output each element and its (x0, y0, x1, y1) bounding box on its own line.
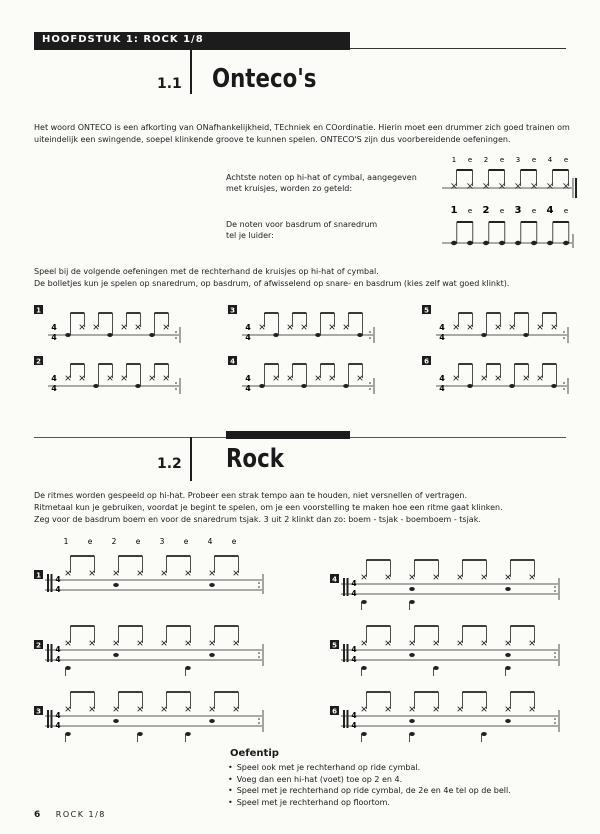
time-signature: 4 (351, 645, 357, 654)
exercise-number: 3 (230, 306, 235, 315)
exercise-number: 2 (36, 641, 41, 650)
count-label: e (531, 156, 537, 164)
time-signature: 4 (245, 374, 251, 383)
tip-item: • Speel met je rechterhand op ride cymbal, de 2e en 4e tel op de bell. (228, 785, 511, 797)
bass-note (481, 732, 487, 736)
bass-note (137, 732, 143, 736)
count-label: e (183, 537, 189, 546)
time-signature: 4 (351, 721, 357, 730)
section-1-intro (34, 122, 570, 146)
count-label: e (87, 537, 93, 546)
exercise-number: 5 (332, 641, 337, 650)
count-label: 3 (514, 205, 522, 216)
rock-exercise-4 (330, 550, 566, 610)
repeat-dot (369, 382, 371, 384)
snare-note (409, 587, 415, 591)
time-signature: 4 (351, 655, 357, 664)
time-signature: 4 (439, 323, 445, 332)
repeat-dot (258, 718, 260, 720)
drum-note (135, 384, 141, 388)
intro-line: Het woord ONTECO is een afkorting van ONafhankelijkheid, TEchniek en COordinatie. Hierin moet een drummer zich goed trainen om (34, 123, 570, 132)
tip-item: • Voeg dan een hi-hat (voet) toe op 2 en 4. (228, 774, 511, 786)
drum-note (451, 241, 457, 245)
repeat-dot (554, 722, 556, 724)
snare-note (113, 653, 119, 657)
count-example-staves (440, 150, 580, 250)
time-signature: 4 (245, 333, 251, 342)
count-label: e (499, 207, 505, 215)
count-label: 4 (546, 205, 554, 216)
drum-note (523, 333, 529, 337)
count-label: 1 (450, 205, 458, 216)
drum-note (531, 241, 537, 245)
exercise-number: 6 (424, 357, 429, 366)
count-label: 1 (451, 156, 457, 164)
repeat-dot (175, 388, 177, 390)
exercise-number: 1 (36, 306, 41, 315)
time-signature: 4 (351, 589, 357, 598)
drum-note (547, 241, 553, 245)
count-label: 2 (482, 205, 490, 216)
time-signature: 4 (439, 384, 445, 393)
drum-note (551, 384, 557, 388)
clef (47, 574, 49, 592)
time-signature: 4 (51, 374, 57, 383)
bass-note (505, 666, 511, 670)
section-1-number: 1.1 (157, 76, 182, 92)
count-labels-top (452, 156, 568, 164)
repeat-dot (554, 652, 556, 654)
exercise-3 (228, 305, 378, 349)
count-label: e (467, 207, 473, 215)
exercise-number: 4 (332, 575, 337, 584)
exercise-number: 5 (424, 306, 429, 315)
rock-exercise-5 (330, 616, 566, 676)
repeat-dot (369, 388, 371, 390)
section-1-vline (190, 50, 192, 94)
count-label: 4 (547, 156, 553, 164)
exercise-4 (228, 356, 378, 400)
drum-note (481, 333, 487, 337)
section-1-title: Onteco's (212, 64, 317, 94)
rock-exercise-3 (34, 682, 270, 742)
count-label: 1 (63, 537, 69, 546)
drum-note (93, 384, 99, 388)
bass-note (65, 666, 71, 670)
chapter-banner (34, 32, 350, 50)
snare-note (113, 583, 119, 587)
repeat-dot (563, 331, 565, 333)
count-label: 3 (515, 156, 521, 164)
count-label: e (499, 156, 505, 164)
repeat-dot (258, 586, 260, 588)
tip-list (228, 762, 511, 808)
repeat-dot (554, 718, 556, 720)
count-label: 3 (159, 537, 165, 546)
time-signature: 4 (55, 711, 61, 720)
bass-note (185, 666, 191, 670)
clef (347, 644, 349, 662)
count-label: e (563, 207, 569, 215)
snare-note (209, 719, 215, 723)
rock-exercise-6 (330, 682, 566, 742)
exercise-number: 2 (36, 357, 41, 366)
repeat-dot (554, 656, 556, 658)
clef (51, 644, 53, 662)
repeat-dot (175, 331, 177, 333)
count-label: e (531, 207, 537, 215)
drum-note (499, 241, 505, 245)
repeat-dot (563, 382, 565, 384)
time-signature: 4 (51, 333, 57, 342)
section-1-instructions: Speel bij de volgende oefeningen met de rechterhand de kruisjes op hi-hat of cymbal. De bolletjes kun je spelen op snaredrum, op basdrum, of afwisselend op snare- en basdrum (kies zelf wat goed klinkt). (34, 267, 510, 288)
count-labels-bottom (451, 205, 569, 216)
time-signature: 4 (439, 333, 445, 342)
exercise-6 (422, 356, 572, 400)
exercise-number: 4 (230, 357, 235, 366)
repeat-dot (258, 656, 260, 658)
footer-label: ROCK 1/8 (55, 810, 106, 819)
drum-note (467, 384, 473, 388)
section-2-vline (190, 437, 192, 481)
drum-note (65, 333, 71, 337)
drum-note (259, 384, 265, 388)
chapter-title: HOOFDSTUK 1: ROCK 1/8 (42, 34, 204, 45)
drum-note (107, 333, 113, 337)
drum-note (273, 333, 279, 337)
bass-note (361, 732, 367, 736)
section-2-intro: De ritmes worden gespeeld op hi-hat. Probeer een strak tempo aan te houden, niet versnellen of vertragen. Ritmetaal kun je gebruiken, voordat je begint te spelen, om je een voorstelling te maken hoe een ritme gaat klinken. Zeg voor de basdrum boem en voor de snaredrum tsjak. 3 uit 2 klinkt dan zo: boem - tsjak - boemboem - tsjak. (34, 491, 503, 524)
clef (347, 578, 349, 596)
drum-note (483, 241, 489, 245)
bass-note (409, 732, 415, 736)
drum-note (467, 241, 473, 245)
snare-note (409, 653, 415, 657)
time-signature: 4 (51, 323, 57, 332)
bass-note (361, 666, 367, 670)
exercise-number: 6 (332, 707, 337, 716)
repeat-dot (563, 388, 565, 390)
page-number: 6 (34, 810, 42, 820)
exercise-number: 1 (36, 571, 41, 580)
repeat-dot (369, 337, 371, 339)
exercise-2 (34, 356, 184, 400)
clef (51, 710, 53, 728)
bass-explanation: De noten voor basdrum of snaredrum tel je luider: (226, 220, 378, 240)
exercise-number: 3 (36, 707, 41, 716)
rock-exercise-2 (34, 616, 270, 676)
drum-note (315, 333, 321, 337)
drum-note (563, 241, 569, 245)
drum-note (509, 384, 515, 388)
intro-line: uiteindelijk een swingende, soepel klinkende groove te kunnen spelen. ONTECO'S zijn dus voorbereidende oefeningen. (34, 135, 511, 144)
drum-note (343, 384, 349, 388)
time-signature: 4 (55, 585, 61, 594)
time-signature: 4 (55, 645, 61, 654)
drum-note (301, 384, 307, 388)
count-label: e (231, 537, 237, 546)
repeat-dot (369, 331, 371, 333)
time-signature: 4 (245, 323, 251, 332)
snare-note (505, 587, 511, 591)
snare-note (505, 719, 511, 723)
count-label: 2 (483, 156, 489, 164)
snare-note (505, 653, 511, 657)
time-signature: 4 (351, 711, 357, 720)
hihat-explanation: Achtste noten op hi-hat of cymbal, aangegeven met kruisjes, worden zo geteld: (226, 173, 417, 193)
clef (343, 710, 345, 728)
drum-note (515, 241, 521, 245)
repeat-dot (554, 590, 556, 592)
time-signature: 4 (55, 655, 61, 664)
time-signature: 4 (245, 384, 251, 393)
bass-note (409, 600, 415, 604)
repeat-dot (563, 337, 565, 339)
repeat-dot (175, 337, 177, 339)
repeat-dot (554, 586, 556, 588)
repeat-dot (175, 382, 177, 384)
time-signature: 4 (51, 384, 57, 393)
chapter-rule (350, 48, 566, 49)
clef (47, 644, 49, 662)
count-label: e (563, 156, 569, 164)
tip-item: • Speel met je rechterhand op floortom. (228, 797, 511, 809)
clef (47, 710, 49, 728)
count-label: 4 (207, 537, 213, 546)
snare-note (209, 583, 215, 587)
clef (347, 710, 349, 728)
exercise-1 (34, 305, 184, 349)
snare-note (113, 719, 119, 723)
time-signature: 4 (55, 575, 61, 584)
clef (343, 644, 345, 662)
count-label: 2 (111, 537, 117, 546)
count-label: e (467, 156, 473, 164)
repeat-dot (258, 722, 260, 724)
time-signature: 4 (55, 721, 61, 730)
repeat-dot (258, 652, 260, 654)
tip-item: • Speel ook met je rechterhand op ride cymbal. (228, 762, 511, 774)
tip-title: Oefentip (230, 748, 279, 759)
bass-note (361, 600, 367, 604)
time-signature: 4 (439, 374, 445, 383)
exercise-5 (422, 305, 572, 349)
time-signature: 4 (351, 579, 357, 588)
section-2-title: Rock (226, 444, 284, 474)
count-label: e (135, 537, 141, 546)
section-2-bar (226, 431, 350, 439)
bass-note (433, 666, 439, 670)
section-2-number: 1.2 (157, 456, 182, 472)
drum-note (357, 333, 363, 337)
clef (51, 574, 53, 592)
bass-note (185, 732, 191, 736)
snare-note (209, 653, 215, 657)
snare-note (409, 719, 415, 723)
page-footer (34, 810, 106, 820)
rock-exercise-1 (34, 534, 270, 594)
clef (343, 578, 345, 596)
drum-note (149, 333, 155, 337)
repeat-dot (258, 582, 260, 584)
bass-note (65, 732, 71, 736)
